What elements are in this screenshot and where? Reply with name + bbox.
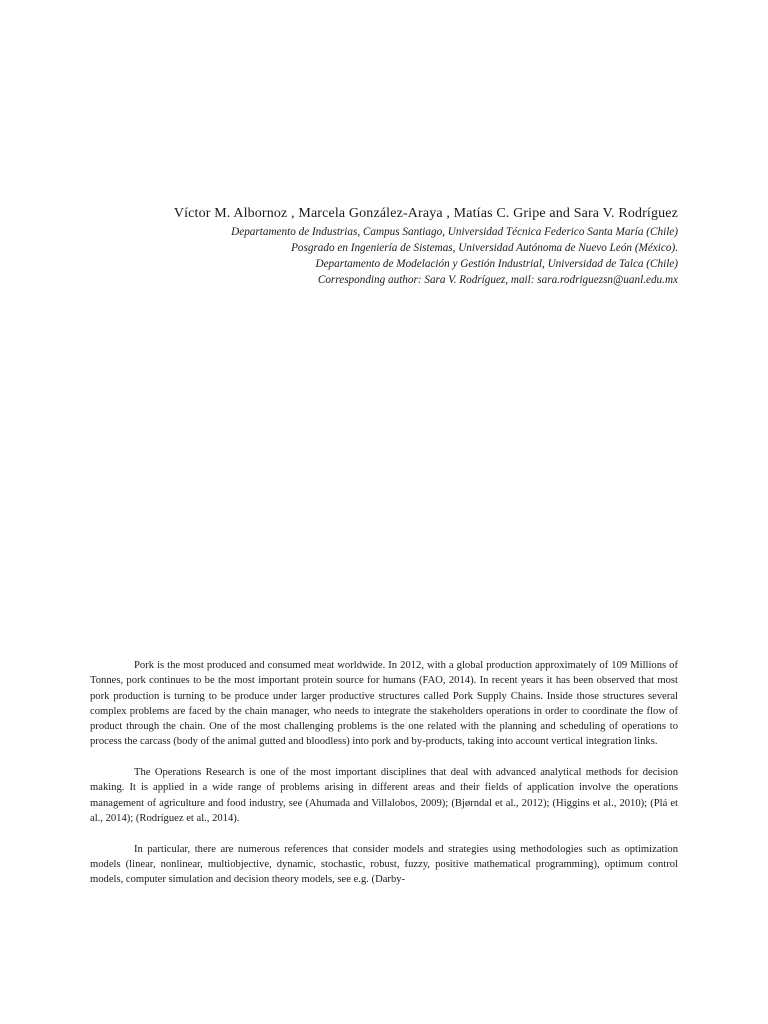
paragraph-references: In particular, there are numerous references that consider models and strategies using methodologies such as optimization models (linear, nonlinear, multiobjective, dynamic, stochastic, robust, fuzzy, positive mathematical programming), optimum control models, computer simulation and decision theory models, see e.g. (Darby- bbox=[90, 843, 678, 886]
affiliation-2: Posgrado en Ingeniería de Sistemas, Universidad Autónoma de Nuevo León (México). bbox=[291, 242, 678, 254]
paragraph-intro: Pork is the most produced and consumed meat worldwide. In 2012, with a global production approximately of 109 Millions of Tonnes, pork continues to be the most important protein source for humans (FAO, 2014). In recent years it has been observed that most pork production is turning to be produce under larger productive structures called Pork Supply Chains. Inside those structures several complex problems are faced by the chain manager, who needs to integrate the stakeholders operations in order to coordinate the flow of product through the chain. One of the most challenging problems is the one related with the planning and scheduling of operations to process the carcass (body of the animal gutted and bloodless) into pork and by-products, taking into account vertical integration links. bbox=[90, 660, 678, 748]
corresponding-author: Corresponding author: Sara V. Rodríguez, mail: sara.rodriguezsn@uanl.edu.mx bbox=[317, 274, 678, 286]
body-text bbox=[90, 658, 678, 903]
affiliation-1: Departamento de Industrias, Campus Santiago, Universidad Técnica Federico Santa María (Chile) bbox=[231, 226, 678, 238]
affiliations-list bbox=[90, 224, 678, 288]
author-line: Víctor M. Albornoz , Marcela González-Araya , Matías C. Gripe and Sara V. Rodríguez bbox=[173, 206, 678, 221]
affiliation-3: Departamento de Modelación y Gestión Industrial, Universidad de Talca (Chile) bbox=[315, 258, 678, 270]
paragraph-operations-research: The Operations Research is one of the most important disciplines that deal with advanced analytical methods for decision making. It is applied in a wide range of problems arising in different areas and their fields of application involve the operations management of agriculture and food industry, see (Ahumada and Villalobos, 2009); (Bjørndal et al., 2012); (Higgins et al., 2010); (Plá et al., 2014); (Rodríguez et al., 2014). bbox=[90, 767, 678, 824]
